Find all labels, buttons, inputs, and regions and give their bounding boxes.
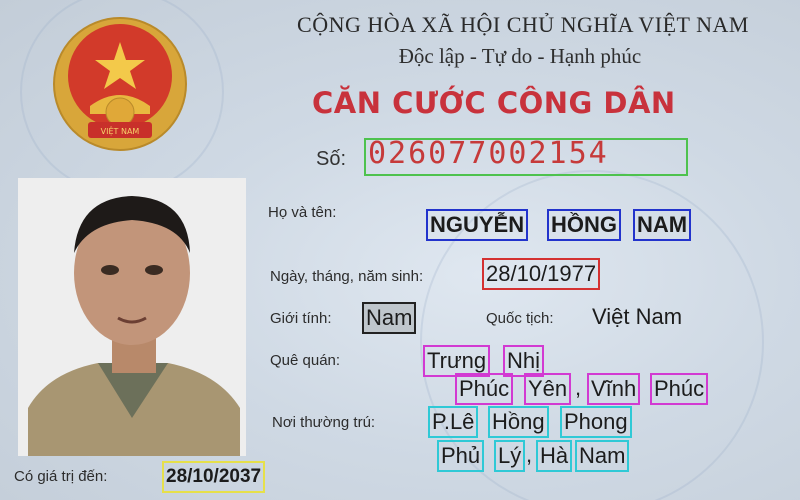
portrait-photo (18, 178, 246, 456)
sex-label: Giới tính: (270, 310, 332, 327)
dob-label: Ngày, tháng, năm sinh: (270, 268, 424, 285)
number-label: Số: (316, 148, 347, 170)
id-number: 026077002154 (364, 138, 688, 176)
name-word: NGUYỄN (426, 209, 528, 241)
name-label: Họ và tên: (268, 204, 337, 221)
country-header: CỘNG HÒA XÃ HỘI CHỦ NGHĨA VIỆT NAM (297, 12, 749, 37)
residence-word: Lý (494, 440, 525, 472)
hometown-word: Phúc (455, 373, 513, 405)
emblem-text: VIỆT NAM (100, 127, 140, 136)
expiry-label: Có giá trị đến: (14, 468, 108, 485)
residence-word: P.Lê (428, 406, 478, 438)
residence-word: Nam (575, 440, 629, 472)
sex-value: Nam (362, 302, 416, 334)
nationality-label: Quốc tịch: (486, 310, 554, 327)
comma: , (526, 442, 533, 467)
card-title: CĂN CƯỚC CÔNG DÂN (312, 86, 676, 120)
hometown-word: Trưng (423, 345, 490, 377)
residence-label: Nơi thường trú: (272, 414, 376, 431)
residence-word: Phủ (437, 440, 484, 472)
national-emblem (50, 14, 190, 154)
nationality-value: Việt Nam (592, 304, 683, 329)
hometown-word: Nhị (503, 345, 544, 377)
hometown-word: Phúc (650, 373, 708, 405)
hometown-label: Quê quán: (270, 352, 341, 369)
residence-word: Hà (536, 440, 572, 472)
name-word: NAM (633, 209, 691, 241)
hometown-word: Vĩnh (587, 373, 640, 405)
hometown-word: Yên (524, 373, 571, 405)
motto: Độc lập - Tự do - Hạnh phúc (398, 44, 642, 68)
residence-word: Phong (560, 406, 632, 438)
comma: , (575, 375, 582, 400)
date-of-birth: 28/10/1977 (482, 258, 600, 290)
name-word: HỒNG (547, 209, 621, 241)
expiry-date: 28/10/2037 (162, 461, 265, 493)
residence-word: Hồng (488, 406, 549, 438)
